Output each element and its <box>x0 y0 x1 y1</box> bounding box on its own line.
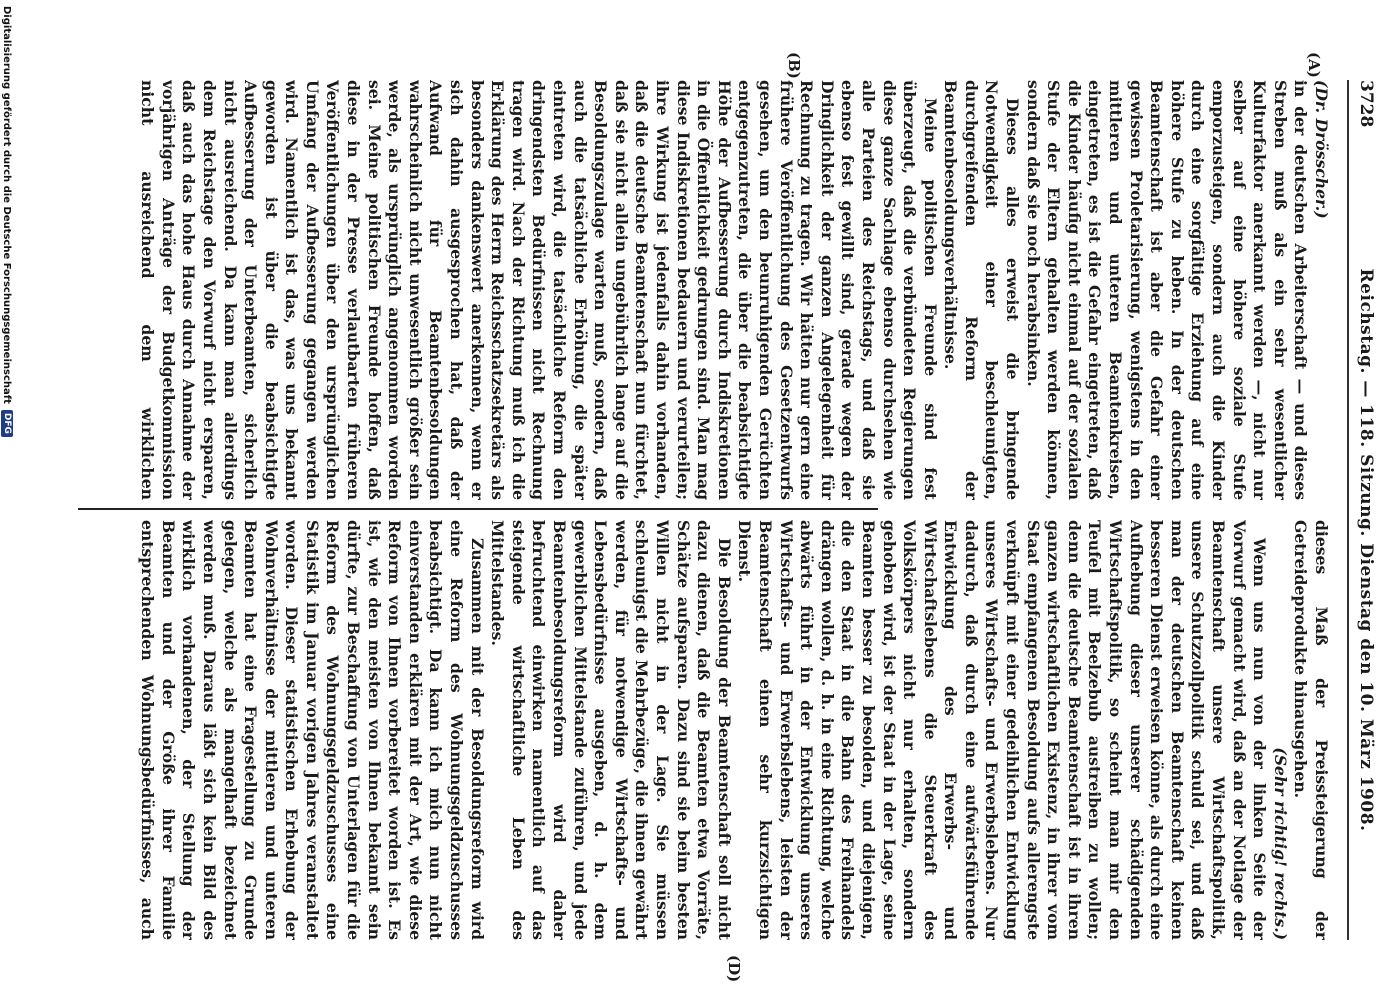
page-title: Reichstag. — 118. Sitzung. Dienstag den 10. März 1908. <box>1356 268 1376 832</box>
dfg-logo-icon: DFG <box>1 410 13 437</box>
right-column <box>136 520 1331 940</box>
left-column <box>136 80 1331 500</box>
column-divider <box>78 508 878 510</box>
footer-text: Digitalisierung gefördert durch die Deutsche Forschungsgemeinschaft <box>1 6 13 404</box>
margin-mark-d: (D) <box>725 955 743 983</box>
page-header <box>1347 80 1383 940</box>
margin-mark-a: (A) <box>1305 52 1323 78</box>
footer <box>1 6 13 996</box>
right-paragraph: Wenn uns nun von der linken Seite der Vorwurf gemacht wird, daß an der Notlage der Beamtenschaft unsere Wirtschaftspolitik, unsere Schutzzollpolitik schuld sei, und daß man der deutschen Beamtenschaft keinen besseren Dienst erweisen könne, als durch eine Aufhebung dieser unserer schädigenden Wirtschaftspolitik, so scheint man mir den Teufel mit Beelzebub austreiben zu wollen; denn die deutsche Beamtenschaft ist in ihren ganzen wirtschaftlichen Existenz, in ihrer vom Staat empfangenen Besoldung aufs allerengste verknüpft mit einer gedeihlichen Entwicklung unseres Wirtschafts- und Erwerbslebens. Nur dadurch, daß durch eine aufwärtsführende Entwicklung des Erwerbs- und Wirtschaftslebens die Steuerkraft des Volkskörpers nicht nur erhalten, sondern gehoben wird, ist der Staat in der Lage, seine Beamten besser zu besolden, und diejenigen, die den Staat in die Bahn des Freihandels drängen wollen, d. h. in eine Richtung, welche abwärts führt in der Entwicklung unseres Wirtschafts- und Erwerbslebens, leisten der Beamtenschaft einen sehr kurzsichtigen Dienst. <box>735 520 1270 940</box>
left-paragraph: Meine politischen Freunde sind fest überzeugt, daß die verbündeten Regierungen diese ganze Sachlage ebenso durchsehen wie alle Parteien des Reichstags, und daß sie ebenso fest gewillt sind, gerade wegen der Dringlichkeit der ganzen Angelegenheit für Rechnung zu tragen. Wir hätten nur gern eine frühere Veröffentlichung des Gesetzentwurfs gesehen, um den beunruhigenden Gerüchten entgegenzutreten, die über die beabsichtigte Höhe der Aufbesserung durch Indiskretionen in die Öffentlichkeit gedrungen sind. Man mag diese Indiskretionen bedauern und verurteilen; ihre Wirkung ist jedenfalls dahin vorhanden, daß die deutsche Beamtenschaft nun fürchtet, daß sie nicht allein ungebührlich lange auf die Besoldungszulage warten muß, sondern, daß auch die tatsächliche Erhöhung, die später eintreten wird, die tatsächliche Reform den dringendsten Bedürfnissen nicht Rechnung tragen wird. Nach der Richtung muß ich die Erklärung des Herrn Reichsschatzsekretärs als besonders dankenswert anerkennen, wenn er sich dahin ausgesprochen hat, daß der Aufwand für Beamtenbesoldungen wahrscheinlich nicht unwesentlich größer sein werde, als ursprünglich angenommen worden sei. Meine politischen Freunde hoffen, daß diese in der Presse verlautbarten früheren Veröffentlichungen über den ursprünglichen Umfang der Aufbesserung gegangen werden wird. Namentlich ist das, was uns bekannt geworden ist über die beabsichtigte Aufbesserung der Unterbeamten, sicherlich nicht ausreichend. Da kann man allerdings dem Reichstage den Vorwurf nicht ersparen, daß auch das hohe Haus durch Annahme der vorjährigen Anträge der Budgetkommission nicht ausreichend dem wirklichen <box>138 80 940 500</box>
speaker-label: (Dr. Drösscher.) <box>1312 80 1331 219</box>
margin-mark-b: (B) <box>785 52 803 79</box>
left-paragraph: in der deutschen Arbeiterschaft — und dieses Streben muß als ein sehr wesentlicher Kulturfaktor anerkannt werden —, nicht nur selber auf eine höhere soziale Stufe emporzusteigen, sondern auch die Kinder durch eine sorgfältige Erziehung auf eine höhere Stufe zu heben. In der deutschen Beamtenschaft ist aber die Gefahr einer gewissen Proletarisierung, wenigstens in den mittleren und unteren Beamtenkreisen, eingetreten, es ist die Gefahr eingetreten, daß die Kinder häufig nicht einmal auf der sozialen Stufe der Eltern gehalten werden können, sondern daß sie noch herabsinken. <box>1023 80 1311 500</box>
left-paragraph: Dieses alles erweist die bringende Notwendigkeit einer beschleunigten, durchgreifenden Reform der Beamtenbesoldungsverhältnisse. <box>941 80 1023 500</box>
right-paragraph: Zusammen mit der Besoldungsreform wird eine Reform des Wohnungsgeldzuschusses beabsichtigt. Da kann ich mich nun nicht einverstanden erklären mit der Art, wie diese Reform von Ihnen vorbereitet worden ist. Es ist, wie den meisten von Ihnen bekannt sein dürfte, zur Beschaffung von Unterlagen für die Reform des Wohnungsgeldzuschusses eine Statistik im Januar vorigen Jahres veranstaltet worden. Dieser statistischen Erhebung der Wohnverhältnisse der mittleren und unteren Beamten hat eine Fragestellung zu Grunde gelegen, welche als mangelhaft bezeichnet werden muß. Daraus läßt sich kein Bild des wirklich vorhandenen, der Stellung der Beamten und der Größe ihrer Familie entsprechenden Wohnungsbedürfnisses, auch <box>138 520 487 940</box>
page-number: 3728 <box>1356 80 1376 128</box>
right-paragraph: Die Besoldung der Beamtenschaft soll nicht dazu dienen, daß die Beamten etwa Vorräte, Schätze aufsparen. Dazu sind sie beim besten Willen nicht in der Lage. Sie müssen schleunigst die Mehrbezüge, die ihnen gewährt werden, für notwendige Wirtschafts- und Lebensbedürfnisse ausgeben, d. h. dem gewerblichen Mittelstande zuführen, und jede Beamtenbesoldungsreform wird daher befruchtend einwirken namentlich auf das steigende wirtschaftliche Leben des Mittelstandes. <box>488 520 734 940</box>
right-paragraph: dieses Maß der Preissteigerung der Getreideprodukte hinausgehen. <box>1291 520 1331 940</box>
interjection: (Sehr richtig! rechts.) <box>1270 747 1290 940</box>
